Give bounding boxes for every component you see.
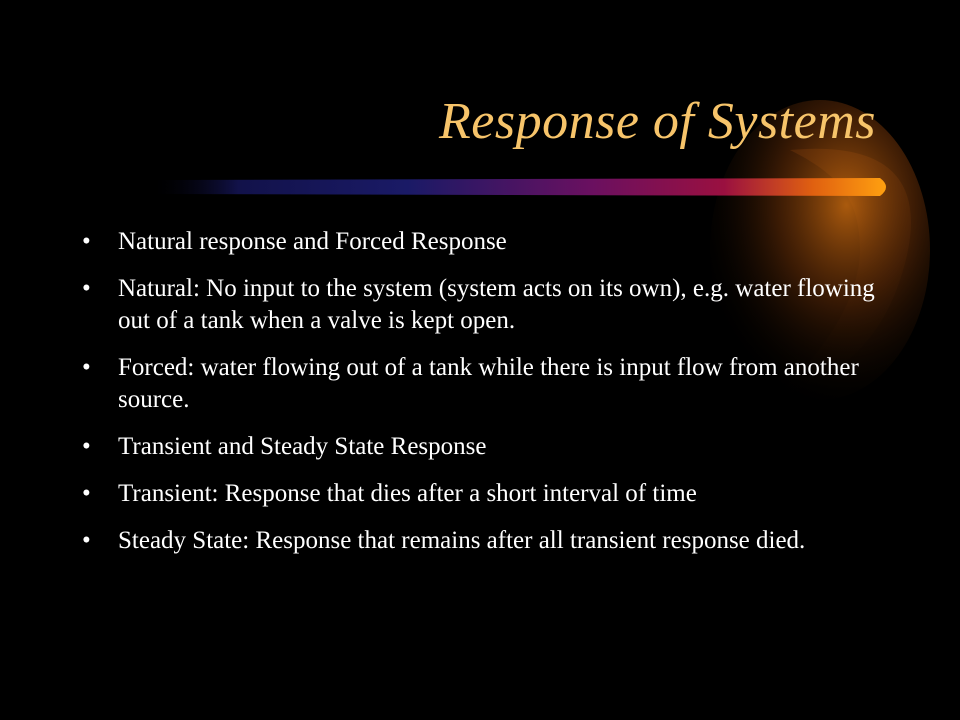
- bullet-text: Transient: Response that dies after a short interval of time: [118, 480, 697, 507]
- bullet-marker: •: [82, 433, 91, 460]
- bullet-text: Natural: No input to the system (system acts on its own), e.g. water flowing out of a tank when a valve is kept open.: [118, 275, 875, 334]
- bullet-marker: •: [82, 275, 91, 302]
- bullet-marker: •: [82, 527, 91, 554]
- gradient-bar-shape: [150, 178, 886, 196]
- bullet-text: Natural response and Forced Response: [118, 228, 507, 255]
- bullet-list: [80, 226, 880, 572]
- bullet-marker: •: [82, 480, 91, 507]
- bullet-text: Forced: water flowing out of a tank while there is input flow from another source.: [118, 354, 859, 413]
- bullet-item: [80, 273, 880, 337]
- bullet-marker: •: [82, 228, 91, 255]
- bullet-text: Transient and Steady State Response: [118, 433, 487, 460]
- bullet-text: Steady State: Response that remains after all transient response died.: [118, 527, 806, 554]
- bullet-item: [80, 226, 880, 258]
- bullet-item: [80, 525, 880, 557]
- bullet-item: [80, 431, 880, 463]
- bullet-marker: •: [82, 354, 91, 381]
- bullet-item: [80, 352, 880, 416]
- bullet-item: [80, 478, 880, 510]
- slide-title: Response of Systems: [439, 93, 876, 150]
